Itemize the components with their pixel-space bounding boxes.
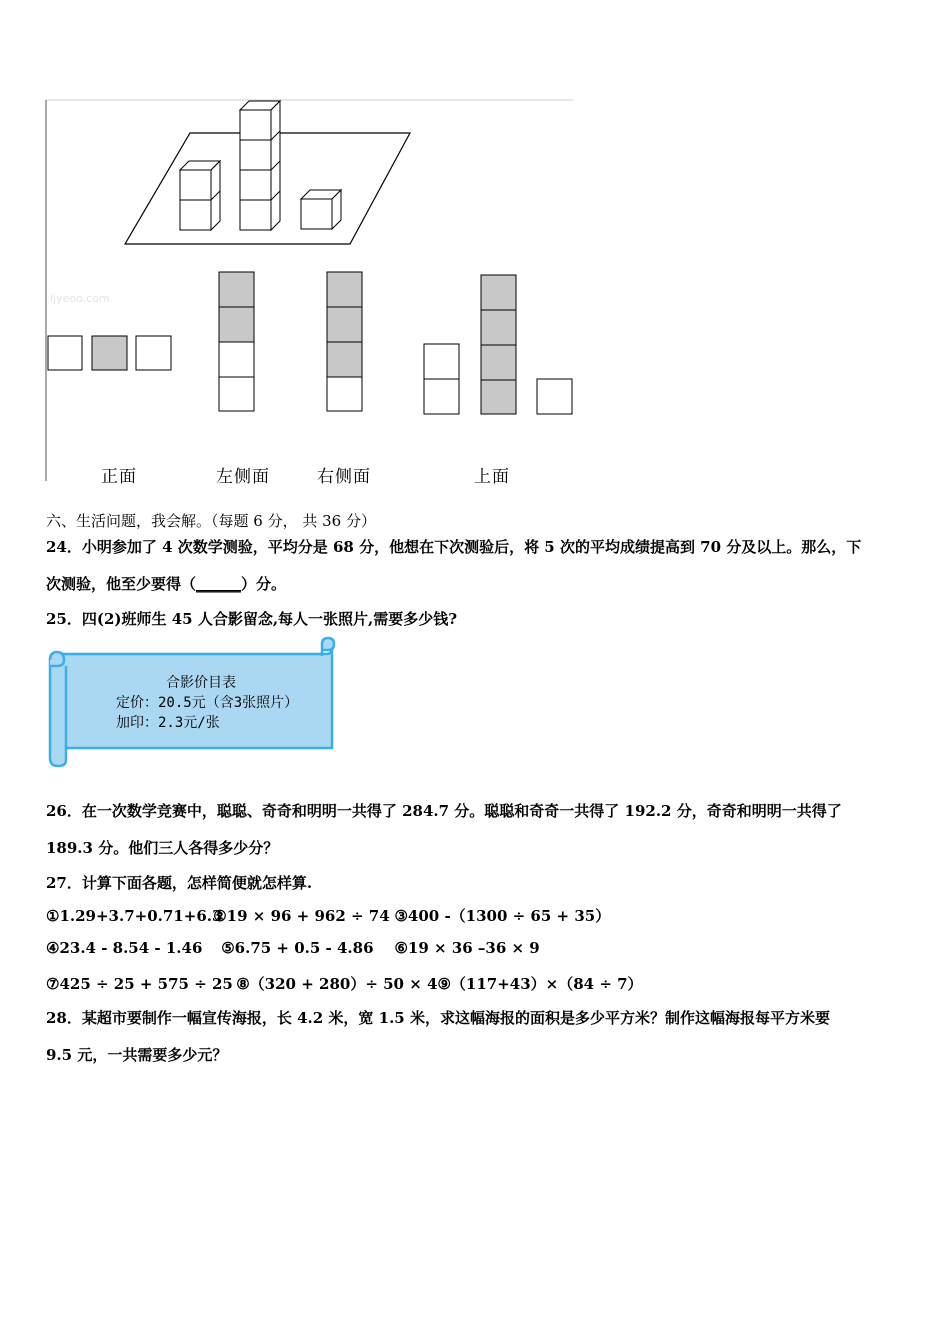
calc-item-8: ⑧（320 + 280）÷ 50 × 4 <box>236 975 438 993</box>
view-label-front: 正面 <box>101 467 137 487</box>
calc-item-7: ⑦425 ÷ 25 + 575 ÷ 25 <box>46 975 233 993</box>
q28-line1: 28．某超市要制作一幅宣传海报，长 4.2 米，宽 1.5 米，求这幅海报的面积是多少平方米？制作这幅海报每平方米要 <box>46 1009 830 1027</box>
view-label-right: 右侧面 <box>317 467 371 487</box>
q25-text: 25．四(2)班师生 45 人合影留念,每人一张照片,需要多少钱? <box>46 610 458 628</box>
price-board-title: 合影价目表 <box>166 675 236 691</box>
q27-row1 <box>46 905 610 926</box>
calc-item-1: ①1.29+3.7+0.71+6.3 <box>46 907 223 925</box>
view-top-drawing <box>424 275 572 414</box>
view-label-left: 左侧面 <box>216 467 270 487</box>
q24-line2 <box>46 573 286 594</box>
q27-text: 27．计算下面各题，怎样简便就怎样算. <box>46 874 313 892</box>
q26-line1: 26．在一次数学竞赛中，聪聪、奇奇和明明一共得了 284.7 分。聪聪和奇奇一共得了 192.2 分，奇奇和明明一共得了 <box>46 802 842 820</box>
q26-line2: 189.3 分。他们三人各得多少分？ <box>46 839 279 857</box>
q24-answer-blank[interactable]: ______ <box>196 575 242 593</box>
price-board-line2: 加印：2.3元/张 <box>116 715 220 731</box>
calc-item-2: ②19 × 96 + 962 ÷ 74 <box>213 907 390 925</box>
cube-stack-four <box>240 101 280 230</box>
q24-text-a: 次测验，他至少要得（ <box>46 575 197 593</box>
cube-stack-two <box>180 161 220 230</box>
cube-views-figure <box>45 98 575 483</box>
calc-item-5: ⑤6.75 + 0.5 - 4.86 <box>221 939 374 957</box>
view-right-drawing <box>327 272 362 411</box>
q27-row2 <box>46 939 540 957</box>
q24-line1: 24．小明参加了 4 次数学测验，平均分是 68 分，他想在下次测验后，将 5 次的平均成绩提高到 70 分及以上。那么，下 <box>46 538 862 556</box>
section-six-title: 六、生活问题，我会解。（每题 6 分， 共 36 分） <box>46 512 376 530</box>
price-list-scroll <box>46 636 338 768</box>
q24-text-b: ）分。 <box>241 575 287 593</box>
calc-item-6: ⑥19 × 36 –36 × 9 <box>394 939 540 957</box>
cube-single <box>301 190 341 229</box>
calc-item-4: ④23.4 - 8.54 - 1.46 <box>46 939 203 957</box>
q27-row3 <box>46 973 643 994</box>
calc-item-9: ⑨（117+43）×（84 ÷ 7） <box>437 975 643 993</box>
view-left-drawing <box>219 272 254 411</box>
calc-item-3: ③400 -（1300 ÷ 65 + 35） <box>394 907 611 925</box>
cube-views-drawing <box>45 98 575 483</box>
price-board-line1: 定价：20.5元（含3张照片） <box>116 695 299 711</box>
watermark-text: ljyeoo.com <box>50 292 110 305</box>
view-front-drawing <box>48 336 171 370</box>
view-label-top: 上面 <box>474 467 510 487</box>
q28-line2: 9.5 元，一共需要多少元？ <box>46 1046 228 1064</box>
scroll-curl-left <box>50 652 64 666</box>
